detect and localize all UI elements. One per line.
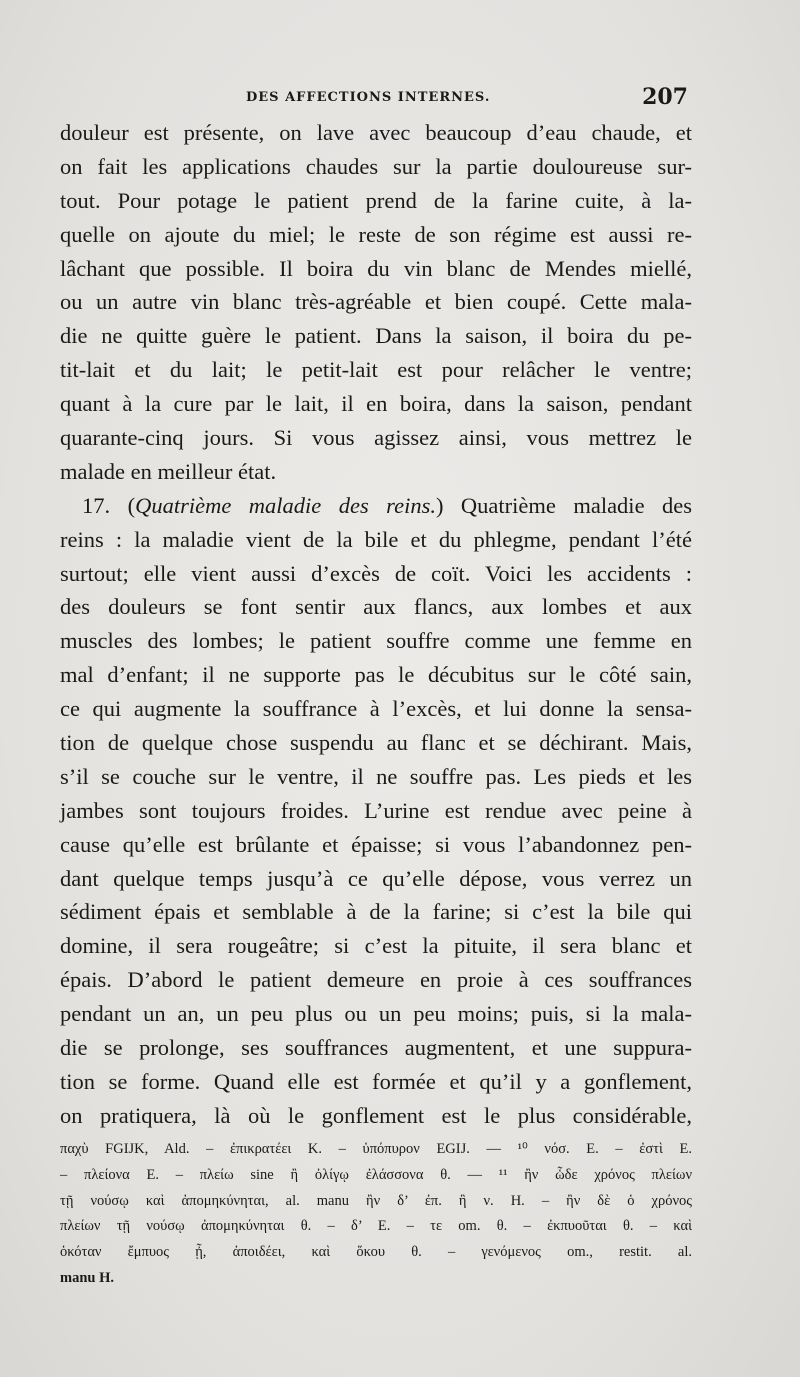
text-line: douleur est présente, on lave avec beaucoup d’eau chaude, et xyxy=(60,120,692,145)
text-line: ce qui augmente la souffrance à l’excès, et lui donne la sensa- xyxy=(60,696,692,722)
text-line: s’il se couche sur le ventre, il ne souffre pas. Les pieds et les xyxy=(60,763,692,789)
text-line: pendant un an, un peu plus ou un peu moins; puis, si la mala- xyxy=(60,1001,692,1027)
text-line: des douleurs se font sentir aux flancs, aux lombes et aux xyxy=(60,594,692,620)
page-header xyxy=(60,86,692,112)
text-line: die se prolonge, ses souffrances augmentent, et une suppura- xyxy=(60,1035,692,1061)
text-line: tion de quelque chose suspendu au flanc et se déchirant. Mais, xyxy=(60,730,692,756)
text-line: reins : la maladie vient de la bile et du phlegme, pendant l’été xyxy=(60,526,692,552)
text-line: surtout; elle vient aussi d’excès de coït. Voici les accidents : xyxy=(60,560,692,586)
footnotes xyxy=(60,1137,692,1292)
text-line: die ne quitte guère le patient. Dans la saison, il boira du pe- xyxy=(60,323,692,349)
text-line: quarante-cinq jours. Si vous agissez ainsi, vous mettrez le xyxy=(60,425,692,451)
text-line: malade en meilleur état. xyxy=(60,458,277,484)
text-line: on pratiquera, là où le gonflement est le plus considérable, xyxy=(60,1102,692,1128)
running-title: DES AFFECTIONS INTERNES. xyxy=(246,90,491,105)
main-text xyxy=(60,116,692,1133)
text-line: mal d’enfant; il ne supporte pas le décubitus sur le côté sain, xyxy=(60,662,692,688)
text-line: épais. D’abord le patient demeure en proie à ces souffrances xyxy=(60,967,692,993)
footnote-line: πλείων τῇ νούσῳ ἀπομηκύνηται θ. – δ’ E. – τε om. θ. – ἐκπυοῦται θ. – καὶ xyxy=(60,1218,692,1235)
text-line: quelle on ajoute du miel; le reste de son régime est aussi re- xyxy=(60,221,692,247)
footnote-line: τῇ νούσῳ καὶ ἀπομηκύνηται, al. manu ἢν δ’ ἐπ. ἢ ν. H. – ἢν δὲ ὁ χρόνος xyxy=(60,1192,692,1209)
footnote-line: – πλείονα E. – πλείω sine ἢ ὀλίγῳ ἐλάσσονα θ. — ¹¹ ἢν ὧδε χρόνος πλείων xyxy=(60,1166,692,1183)
section-17-heading-line: 17. (Quatrième maladie des reins.) Quatrième maladie des xyxy=(82,492,693,518)
footnote-line: παχὺ FGIJK, Ald. – ἐπικρατέει K. – ὑπόπυρον EGIJ. — ¹⁰ νόσ. E. – ἐστὶ E. xyxy=(60,1141,692,1157)
text-line: sédiment épais et semblable à de la farine; si c’est la bile qui xyxy=(60,899,692,925)
text-line: muscles des lombes; le patient souffre comme une femme en xyxy=(60,628,692,654)
text-line: domine, il sera rougeâtre; si c’est la pituite, il sera blanc et xyxy=(60,933,692,959)
text-line: tit-lait et du lait; le petit-lait est pour relâcher le ventre; xyxy=(60,357,692,383)
text-line: ou un autre vin blanc très-agréable et bien coupé. Cette mala- xyxy=(60,289,692,315)
text-line: on fait les applications chaudes sur la partie douloureuse sur- xyxy=(60,153,692,179)
text-line: tion se forme. Quand elle est formée et qu’il y a gonflement, xyxy=(60,1068,692,1094)
text-line: cause qu’elle est brûlante et épaisse; si vous l’abandonnez pen- xyxy=(60,831,692,857)
text-line: dant quelque temps jusqu’à ce qu’elle dépose, vous verrez un xyxy=(60,865,692,891)
text-line: quant à la cure par le lait, il en boira, dans la saison, pendant xyxy=(60,391,692,417)
footnote-line: manu H. xyxy=(60,1269,114,1286)
page-number: 207 xyxy=(642,84,688,110)
footnote-line: ὁκόταν ἔμπυος ᾖ, ἀποιδέει, καὶ ὅκου θ. – γενόμενος om., restit. al. xyxy=(60,1244,692,1261)
text-line: jambes sont toujours froides. L’urine est rendue avec peine à xyxy=(60,797,692,823)
text-line: tout. Pour potage le patient prend de la farine cuite, à la- xyxy=(60,187,692,213)
text-line: lâchant que possible. Il boira du vin blanc de Mendes miellé, xyxy=(60,255,692,281)
